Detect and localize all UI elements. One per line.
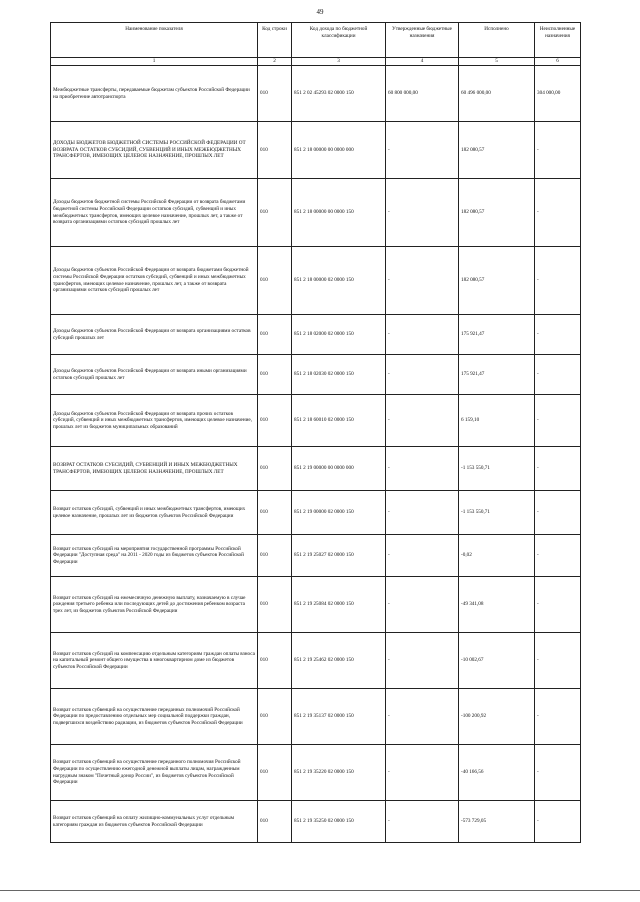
budget-execution-table: [50, 22, 581, 843]
row-approved: -: [386, 745, 459, 801]
table-row: [51, 122, 581, 179]
row-executed: 60 496 000,00: [459, 66, 535, 122]
row-approved: -: [386, 491, 459, 535]
row-name: Возврат остатков субвенций на осуществление переданного полномочия Российской Федерации по осуществлению ежегодной денежной выплаты лицам, награжденным нагрудным знаком "Почетный донор России", из бюджетов субъектов Российской Федерации: [51, 745, 258, 801]
row-approved: -: [386, 447, 459, 491]
row-income-code: 851 2 19 25084 02 0000 150: [292, 577, 386, 633]
page-number: 49: [316, 8, 324, 16]
table-row: [51, 355, 581, 395]
table-row: [51, 66, 581, 122]
row-approved: 60 800 000,00: [386, 66, 459, 122]
row-income-code: 851 2 18 02030 02 0000 150: [292, 355, 386, 395]
row-income-code: 851 2 19 35250 02 0000 150: [292, 801, 386, 843]
row-approved: -: [386, 355, 459, 395]
row-executed: -573 729,05: [459, 801, 535, 843]
row-name: ВОЗВРАТ ОСТАТКОВ СУБСИДИЙ, СУБВЕНЦИЙ И ИНЫХ МЕЖБЮДЖЕТНЫХ ТРАНСФЕРТОВ, ИМЕЮЩИХ ЦЕЛЕВОЕ НАЗНАЧЕНИЕ, ПРОШЛЫХ ЛЕТ: [51, 447, 258, 491]
header-line-code: Код строки: [258, 23, 292, 58]
row-name: Доходы бюджетов субъектов Российской Федерации от возврата организациями остатков субсидий прошлых лет: [51, 315, 258, 355]
row-name: Возврат остатков субсидий, субвенций и иных межбюджетных трансфертов, имеющих целевое назначение, прошлых лет из бюджетов субъектов Российской Федерации: [51, 491, 258, 535]
row-name: Межбюджетные трансферты, передаваемые бюджетам субъектов Российской Федерации на приобретение автотранспорта: [51, 66, 258, 122]
row-unexecuted: -: [535, 577, 581, 633]
table-row: [51, 633, 581, 689]
column-number: 5: [459, 58, 535, 66]
row-unexecuted: -: [535, 315, 581, 355]
row-executed: -100 200,92: [459, 689, 535, 745]
row-executed: -49 341,08: [459, 577, 535, 633]
row-unexecuted: -: [535, 122, 581, 179]
row-line-code: 010: [258, 633, 292, 689]
row-line-code: 010: [258, 395, 292, 447]
row-income-code: 851 2 18 02000 02 0000 150: [292, 315, 386, 355]
row-name: Доходы бюджетов бюджетной системы Российской Федерации от возврата бюджетами бюджетной системы Российской Федерации остатков субсидий, субвенций и иных межбюджетных трансфертов, имеющих целевое назначение, прошлых лет, а также от возврата организациями остатков субсидий прошлых лет: [51, 179, 258, 247]
row-approved: -: [386, 247, 459, 315]
row-income-code: 851 2 18 60010 02 0000 150: [292, 395, 386, 447]
table-row: [51, 247, 581, 315]
row-name: Возврат остатков субвенций на осуществление переданных полномочий Российской Федерации по предоставлению отдельных мер социальной поддержки граждан, подвергшихся воздействию радиации, из бюджетов субъектов Российской Федерации: [51, 689, 258, 745]
row-income-code: 851 2 19 25027 02 0000 150: [292, 535, 386, 577]
table-row: [51, 745, 581, 801]
header-indicator-name: Наименование показателя: [51, 23, 258, 58]
column-number: 3: [292, 58, 386, 66]
row-executed: 182 080,57: [459, 247, 535, 315]
row-income-code: 851 2 02 45293 02 0000 150: [292, 66, 386, 122]
row-executed: 182 080,57: [459, 179, 535, 247]
table-row: [51, 447, 581, 491]
row-income-code: 851 2 19 35220 02 0000 150: [292, 745, 386, 801]
row-unexecuted: -: [535, 689, 581, 745]
header-income-code: Код дохода по бюджетной классификации: [292, 23, 386, 58]
column-number-row: [51, 58, 581, 66]
column-number: 6: [535, 58, 581, 66]
row-income-code: 851 2 19 00000 02 0000 150: [292, 491, 386, 535]
row-unexecuted: -: [535, 395, 581, 447]
row-unexecuted: -: [535, 355, 581, 395]
row-executed: -40 166,56: [459, 745, 535, 801]
row-name: Доходы бюджетов субъектов Российской Федерации от возврата бюджетами бюджетной системы Российской Федерации остатков субсидий, субвенций и иных межбюджетных трансфертов, имеющих целевое назначение, прошлых лет, а также от возврата организациями остатков субсидий прошлых лет: [51, 247, 258, 315]
page-bottom-divider: [0, 890, 640, 891]
row-income-code: 851 2 19 35137 02 0000 150: [292, 689, 386, 745]
row-line-code: 010: [258, 689, 292, 745]
row-approved: -: [386, 577, 459, 633]
row-executed: -10 002,67: [459, 633, 535, 689]
column-number: 4: [386, 58, 459, 66]
row-name: Возврат остатков субсидий на ежемесячную денежную выплату, назначаемую в случае рождения третьего ребенка или последующих детей до достижения ребенком возраста трех лет, из бюджетов субъектов Российской Федерации: [51, 577, 258, 633]
row-income-code: 851 2 18 00000 00 0000 150: [292, 179, 386, 247]
row-approved: -: [386, 689, 459, 745]
table-row: [51, 395, 581, 447]
header-unexecuted: Неисполненные назначения: [535, 23, 581, 58]
row-line-code: 010: [258, 355, 292, 395]
row-line-code: 010: [258, 179, 292, 247]
table-row: [51, 179, 581, 247]
row-name: Возврат остатков субвенций на оплату жилищно-коммунальных услуг отдельным категориям граждан из бюджетов субъектов Российской Федерации: [51, 801, 258, 843]
table-row: [51, 315, 581, 355]
row-approved: -: [386, 535, 459, 577]
row-unexecuted: -: [535, 801, 581, 843]
row-line-code: 010: [258, 535, 292, 577]
row-approved: -: [386, 801, 459, 843]
row-unexecuted: -: [535, 633, 581, 689]
row-income-code: 851 2 19 25462 02 0000 150: [292, 633, 386, 689]
header-approved: Утвержденные бюджетные назначения: [386, 23, 459, 58]
column-number: 1: [51, 58, 258, 66]
row-name: ДОХОДЫ БЮДЖЕТОВ БЮДЖЕТНОЙ СИСТЕМЫ РОССИЙСКОЙ ФЕДЕРАЦИИ ОТ ВОЗВРАТА ОСТАТКОВ СУБСИДИЙ, СУБВЕНЦИЙ И ИНЫХ МЕЖБЮДЖЕТНЫХ ТРАНСФЕРТОВ, ИМЕЮЩИХ ЦЕЛЕВОЕ НАЗНАЧЕНИЕ, ПРОШЛЫХ ЛЕТ: [51, 122, 258, 179]
row-name: Возврат остатков субсидий на компенсацию отдельным категориям граждан оплаты взноса на капитальный ремонт общего имущества в многоквартирном доме из бюджетов субъектов Российской Федерации: [51, 633, 258, 689]
row-line-code: 010: [258, 491, 292, 535]
table-row: [51, 535, 581, 577]
table-row: [51, 689, 581, 745]
row-approved: -: [386, 315, 459, 355]
row-unexecuted: 304 000,00: [535, 66, 581, 122]
row-executed: 175 921,47: [459, 315, 535, 355]
row-income-code: 851 2 18 00000 02 0000 150: [292, 247, 386, 315]
row-approved: -: [386, 395, 459, 447]
row-executed: -1 153 550,71: [459, 447, 535, 491]
row-approved: -: [386, 179, 459, 247]
header-executed: Исполнено: [459, 23, 535, 58]
row-approved: -: [386, 633, 459, 689]
row-line-code: 010: [258, 801, 292, 843]
row-unexecuted: -: [535, 491, 581, 535]
column-number: 2: [258, 58, 292, 66]
row-name: Доходы бюджетов субъектов Российской Федерации от возврата прочих остатков субсидий, субвенций и иных межбюджетных трансфертов, имеющих целевое назначение, прошлых лет из бюджетов муниципальных образований: [51, 395, 258, 447]
row-executed: -0,02: [459, 535, 535, 577]
row-line-code: 010: [258, 122, 292, 179]
row-line-code: 010: [258, 745, 292, 801]
table-row: [51, 491, 581, 535]
row-line-code: 010: [258, 447, 292, 491]
row-name: Доходы бюджетов субъектов Российской Федерации от возврата иными организациями остатков субсидий прошлых лет: [51, 355, 258, 395]
row-line-code: 010: [258, 247, 292, 315]
row-income-code: 851 2 18 00000 00 0000 000: [292, 122, 386, 179]
row-unexecuted: -: [535, 535, 581, 577]
row-unexecuted: -: [535, 247, 581, 315]
row-line-code: 010: [258, 315, 292, 355]
row-unexecuted: -: [535, 179, 581, 247]
row-unexecuted: -: [535, 447, 581, 491]
row-line-code: 010: [258, 577, 292, 633]
table-row: [51, 577, 581, 633]
row-executed: 6 159,10: [459, 395, 535, 447]
row-income-code: 851 2 19 00000 00 0000 000: [292, 447, 386, 491]
row-approved: -: [386, 122, 459, 179]
row-unexecuted: -: [535, 745, 581, 801]
table-header-row: [51, 23, 581, 58]
row-executed: 182 080,57: [459, 122, 535, 179]
row-executed: 175 921,47: [459, 355, 535, 395]
table-row: [51, 801, 581, 843]
row-line-code: 010: [258, 66, 292, 122]
row-name: Возврат остатков субсидий на мероприятия государственной программы Российской Федерации "Доступная среда" на 2011 - 2020 годы из бюджетов субъектов Российской Федерации: [51, 535, 258, 577]
row-executed: -1 153 550,71: [459, 491, 535, 535]
